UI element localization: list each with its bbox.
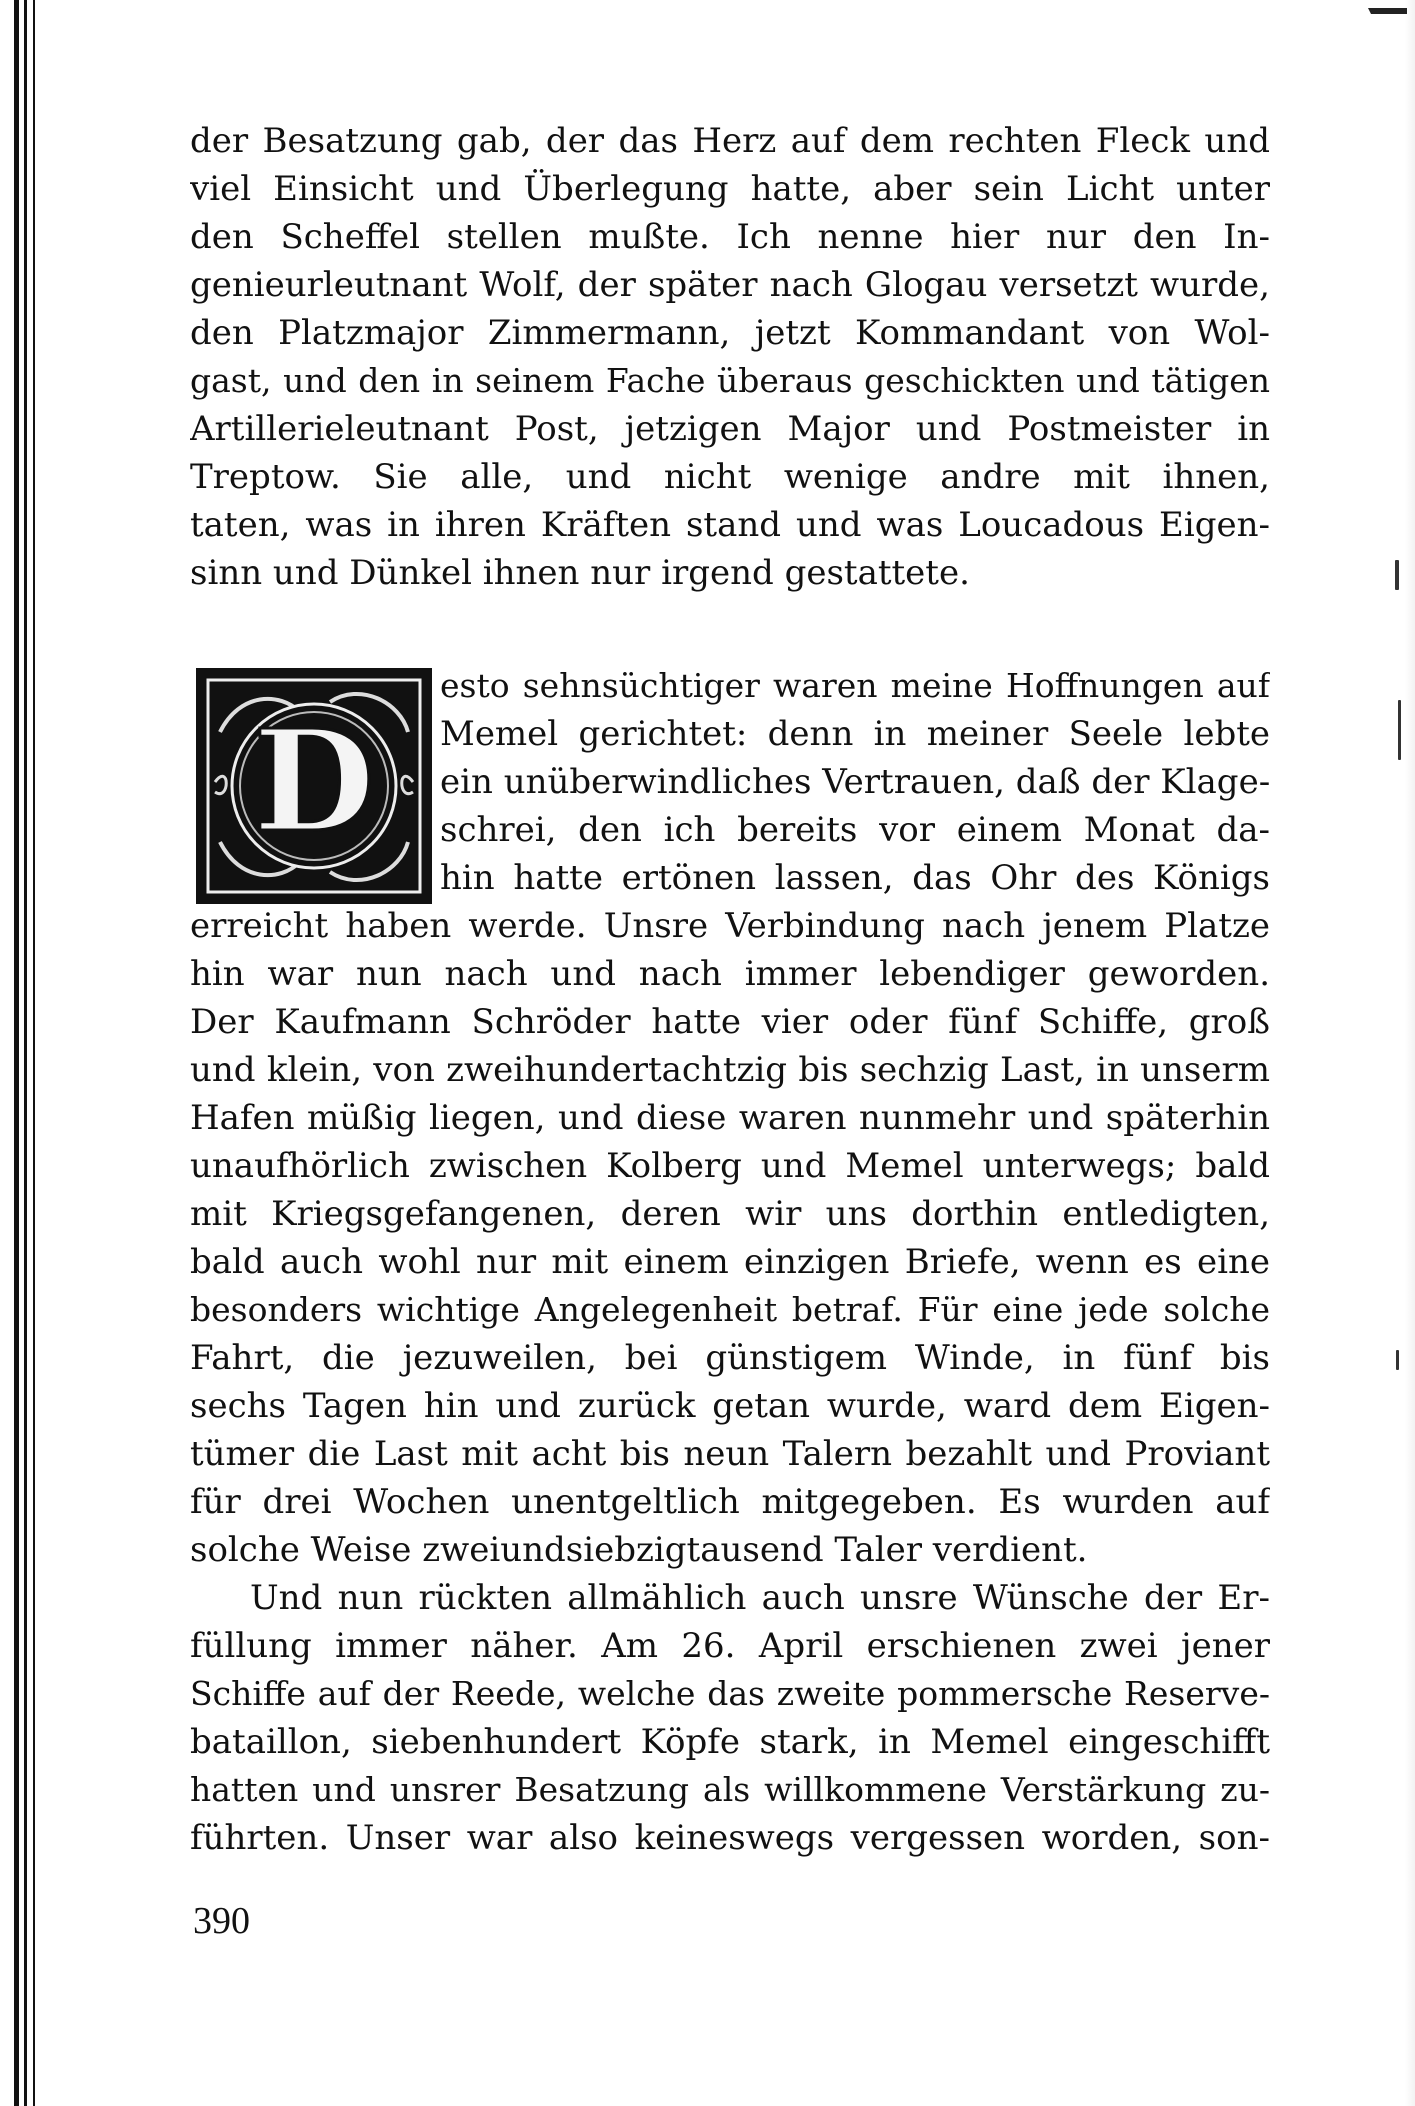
text-line: Hafen müßig liegen, und diese waren nunmehr und späterhin bbox=[190, 1098, 1270, 1138]
binding-edge bbox=[24, 0, 27, 2106]
page-edge bbox=[1405, 0, 1415, 2106]
text-line: solche Weise zweiundsiebzigtausend Taler verdient. bbox=[190, 1530, 1088, 1570]
text-line: mit Kriegsgefangenen, deren wir uns dorthin entledigten, bbox=[190, 1194, 1270, 1234]
text-line: den Platzmajor Zimmermann, jetzt Kommandant von Wol- bbox=[190, 313, 1270, 353]
text-line: hin hatte ertönen lassen, das Ohr des Königs bbox=[440, 858, 1270, 898]
scan-speck bbox=[1398, 700, 1401, 760]
binding-edge bbox=[14, 0, 19, 2106]
text-line: führten. Unser war also keineswegs vergessen worden, son- bbox=[190, 1818, 1270, 1858]
text-line: und klein, von zweihundertachtzig bis sechzig Last, in unserm bbox=[190, 1050, 1270, 1090]
text-line: für drei Wochen unentgeltlich mitgegeben. Es wurden auf bbox=[190, 1482, 1270, 1522]
text-line: esto sehnsüchtiger waren meine Hoffnungen auf bbox=[440, 666, 1270, 705]
drop-cap-letter: D bbox=[253, 700, 375, 864]
scan-speck bbox=[1395, 560, 1399, 590]
text-line: taten, was in ihren Kräften stand und was Loucadous Eigen- bbox=[190, 505, 1270, 545]
text-line: gast, und den in seinem Fache überaus geschickten und tätigen bbox=[190, 361, 1270, 400]
paragraph-1 bbox=[190, 117, 1270, 597]
text-line: Der Kaufmann Schröder hatte vier oder fünf Schiffe, groß bbox=[190, 1002, 1270, 1042]
binding-edge bbox=[33, 0, 35, 2106]
text-line: sechs Tagen hin und zurück getan wurde, ward dem Eigen- bbox=[190, 1386, 1270, 1426]
text-line: unaufhörlich zwischen Kolberg und Memel unterwegs; bald bbox=[190, 1146, 1270, 1186]
paragraph-2 bbox=[190, 662, 1270, 1862]
text-line: Artillerieleutnant Post, jetzigen Major und Postmeister in bbox=[190, 409, 1270, 449]
text-line: hin war nun nach und nach immer lebendiger geworden. bbox=[190, 954, 1270, 994]
text-line: den Scheffel stellen mußte. Ich nenne hier nur den In- bbox=[190, 217, 1270, 257]
text-line: schrei, den ich bereits vor einem Monat da- bbox=[440, 810, 1270, 850]
text-line: hatten und unsrer Besatzung als willkommene Verstärkung zu- bbox=[190, 1770, 1270, 1809]
text-line: der Besatzung gab, der das Herz auf dem rechten Fleck und bbox=[190, 121, 1270, 161]
text-line: Memel gerichtet: denn in meiner Seele lebte bbox=[440, 714, 1270, 754]
text-line: tümer die Last mit acht bis neun Talern bezahlt und Proviant bbox=[190, 1434, 1270, 1474]
text-line: sinn und Dünkel ihnen nur irgend gestattete. bbox=[190, 553, 970, 593]
text-line: besonders wichtige Angelegenheit betraf. Für eine jede solche bbox=[190, 1290, 1270, 1329]
text-line: Und nun rückten allmählich auch unsre Wünsche der Er- bbox=[250, 1578, 1270, 1618]
text-line: erreicht haben werde. Unsre Verbindung nach jenem Platze bbox=[190, 906, 1270, 946]
page-number: 390 bbox=[193, 1900, 250, 1942]
scan-speck bbox=[1396, 1350, 1399, 1370]
text-line: viel Einsicht und Überlegung hatte, aber sein Licht unter bbox=[190, 169, 1270, 209]
text-line: Fahrt, die jezuweilen, bei günstigem Winde, in fünf bis bbox=[190, 1338, 1270, 1378]
text-line: Schiffe auf der Reede, welche das zweite pommersche Reserve- bbox=[190, 1674, 1270, 1713]
text-line: bald auch wohl nur mit einem einzigen Briefe, wenn es eine bbox=[190, 1242, 1270, 1282]
text-line: Treptow. Sie alle, und nicht wenige andre mit ihnen, bbox=[190, 457, 1270, 497]
text-line: genieurleutnant Wolf, der später nach Glogau versetzt wurde, bbox=[190, 265, 1270, 305]
text-line: ein unüberwindliches Vertrauen, daß der Klage- bbox=[440, 762, 1270, 802]
text-line: bataillon, siebenhundert Köpfe stark, in Memel eingeschifft bbox=[190, 1722, 1270, 1762]
text-line: füllung immer näher. Am 26. April erschienen zwei jener bbox=[190, 1626, 1270, 1666]
corner-mark bbox=[1368, 8, 1407, 44]
